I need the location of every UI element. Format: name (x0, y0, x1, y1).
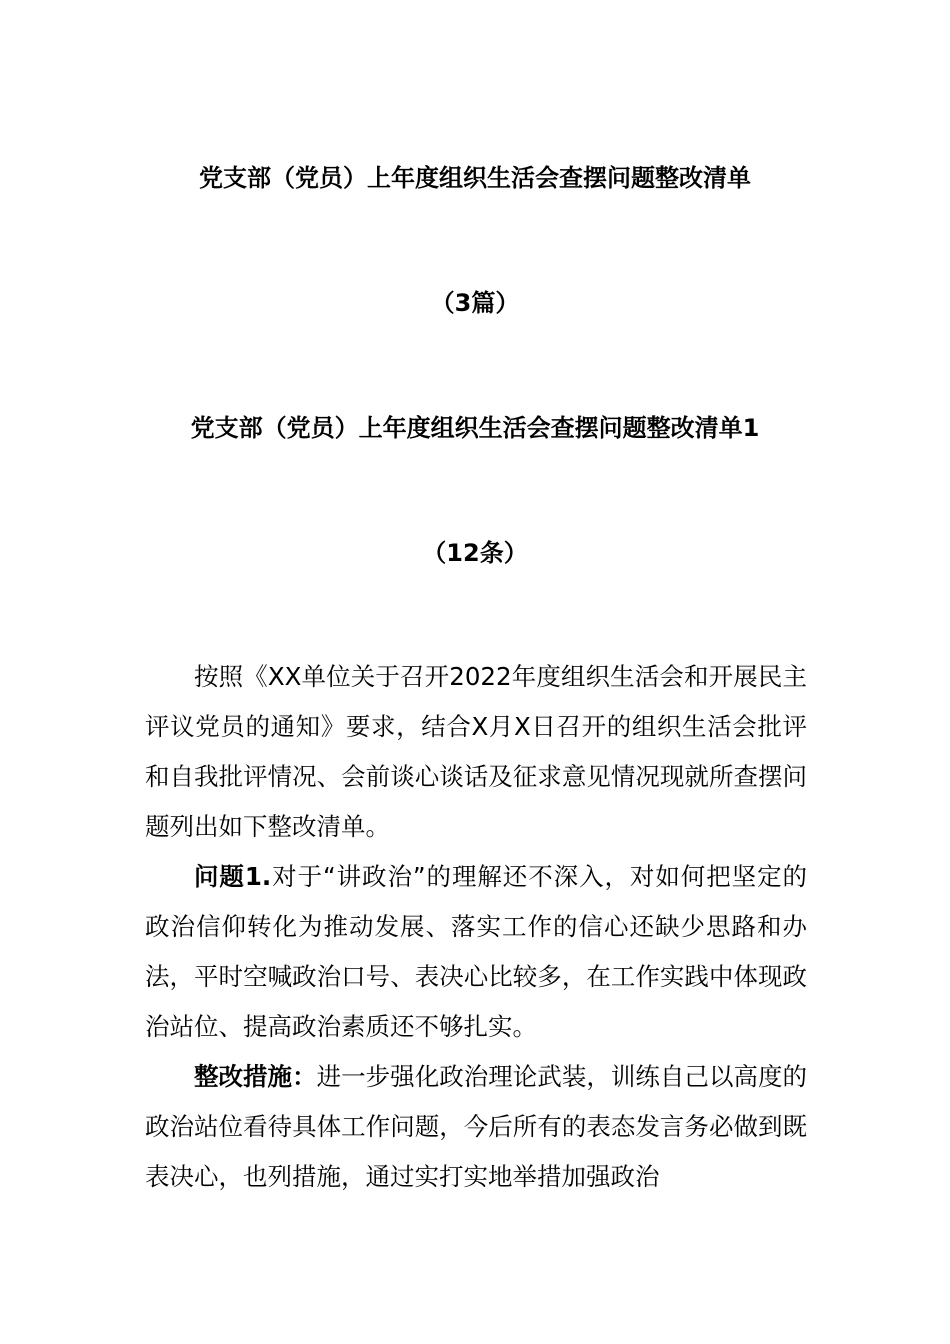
paragraph-text: 按照《XX单位关于召开2022年度组织生活会和开展民主评议党员的通知》要求，结合X月X日召开的组织生活会批评和自我批评情况、会前谈心谈话及征求意见情况现就所查摆问题列出如下整改清单。 (145, 662, 807, 841)
paragraph-lead: 整改措施： (194, 1062, 317, 1091)
paragraph-measures (145, 1052, 807, 1202)
document-title: 党支部（党员）上年度组织生活会查摆问题整改清单 (199, 164, 751, 192)
document-title-count: （3篇） (430, 289, 520, 317)
paragraph-problem-1 (145, 852, 807, 1052)
paragraph-lead: 问题1. (194, 862, 272, 891)
document-body (145, 652, 807, 1202)
paragraph-text: 对于“讲政治”的理解还不深入，对如何把坚定的政治信仰转化为推动发展、落实工作的信心还缺少思路和办法，平时空喊政治口号、表决心比较多，在工作实践中体现政治站位、提高政治素质还不够扎实。 (145, 862, 807, 1041)
section-title: 党支部（党员）上年度组织生活会查摆问题整改清单1 (190, 414, 760, 442)
paragraph-intro (145, 652, 807, 852)
section-title-count: （12条） (422, 539, 528, 567)
paragraph-text: 进一步强化政治理论武装，训练自己以高度的政治站位看待具体工作问题，今后所有的表态发言务必做到既表决心，也列措施，通过实打实地举措加强政治 (145, 1062, 808, 1191)
